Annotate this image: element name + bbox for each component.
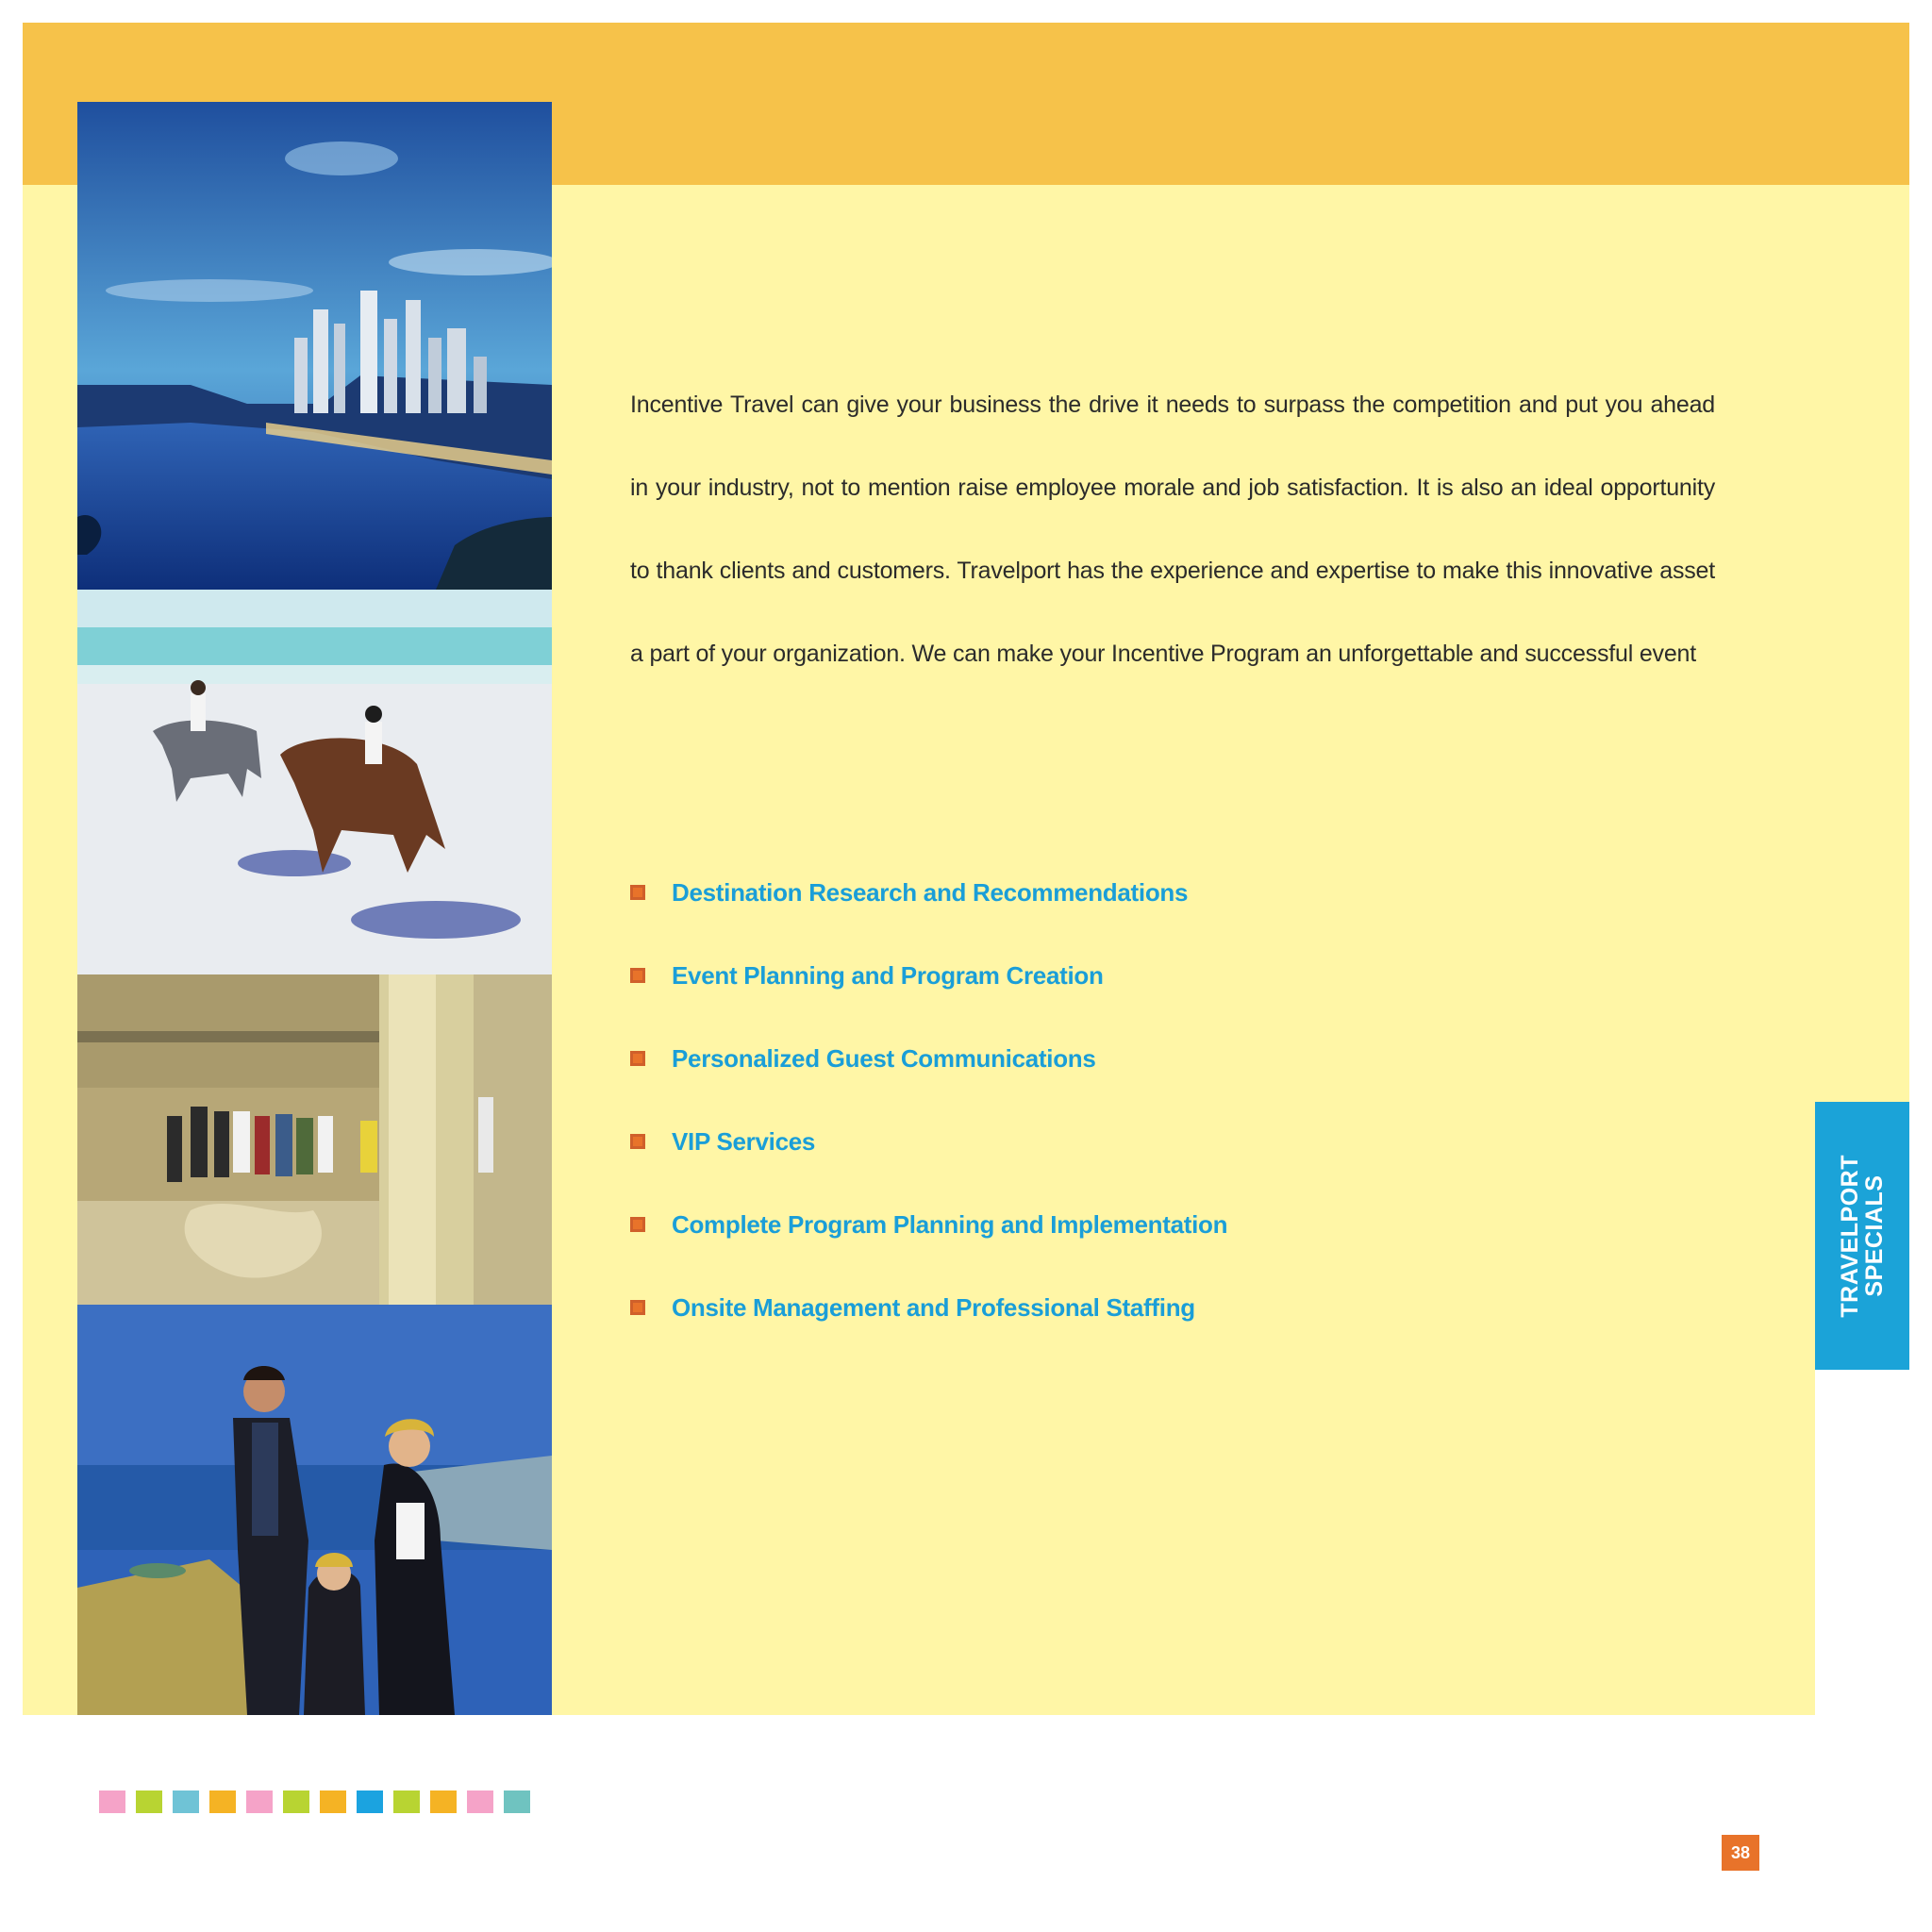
list-item [630,1100,1227,1183]
color-swatch [393,1790,420,1813]
section-tab-line2: SPECIALS [1861,1174,1888,1297]
color-swatch [430,1790,457,1813]
square-bullet-icon [630,885,645,900]
list-item [630,851,1227,934]
ancient-ruins-tour-photo [77,974,552,1305]
square-bullet-icon [630,1300,645,1315]
service-label: Personalized Guest Communications [672,1043,1096,1073]
list-item [630,1017,1227,1100]
beach-horseback-photo [77,590,552,974]
color-swatch [173,1790,199,1813]
service-label: Destination Research and Recommendations [672,877,1189,907]
section-tab [1815,1102,1909,1370]
service-label: Onsite Management and Professional Staffing [672,1292,1195,1322]
color-swatch-strip [99,1790,541,1813]
intro-paragraph: Incentive Travel can give your business the drive it needs to surpass the competition and put you ahead in your industry, not to mention raise employee morale and job satisfaction. It is also an ideal opportunity to thank clients and customers. Travelport has the experience and expertise to make this innovative asset a part of your organization. We can make your Incentive Program an unforgettable and successful event [630,391,1715,667]
color-swatch [504,1790,530,1813]
square-bullet-icon [630,1217,645,1232]
city-skyline-photo [77,102,552,590]
services-list [630,851,1227,1349]
color-swatch [209,1790,236,1813]
square-bullet-icon [630,968,645,983]
page-number: 38 [1722,1835,1759,1871]
color-swatch [246,1790,273,1813]
photo-strip [77,102,552,1715]
color-swatch [99,1790,125,1813]
color-swatch [283,1790,309,1813]
traditional-costume-photo [77,1305,552,1715]
color-swatch [136,1790,162,1813]
square-bullet-icon [630,1051,645,1066]
section-tab-line1: TRAVELPORT [1837,1154,1863,1318]
color-swatch [357,1790,383,1813]
service-label: Event Planning and Program Creation [672,960,1104,990]
square-bullet-icon [630,1134,645,1149]
service-label: VIP Services [672,1126,816,1156]
list-item [630,934,1227,1017]
list-item [630,1266,1227,1349]
color-swatch [320,1790,346,1813]
list-item [630,1183,1227,1266]
service-label: Complete Program Planning and Implementation [672,1209,1228,1239]
color-swatch [467,1790,493,1813]
content-panel-edge [1815,185,1909,1102]
